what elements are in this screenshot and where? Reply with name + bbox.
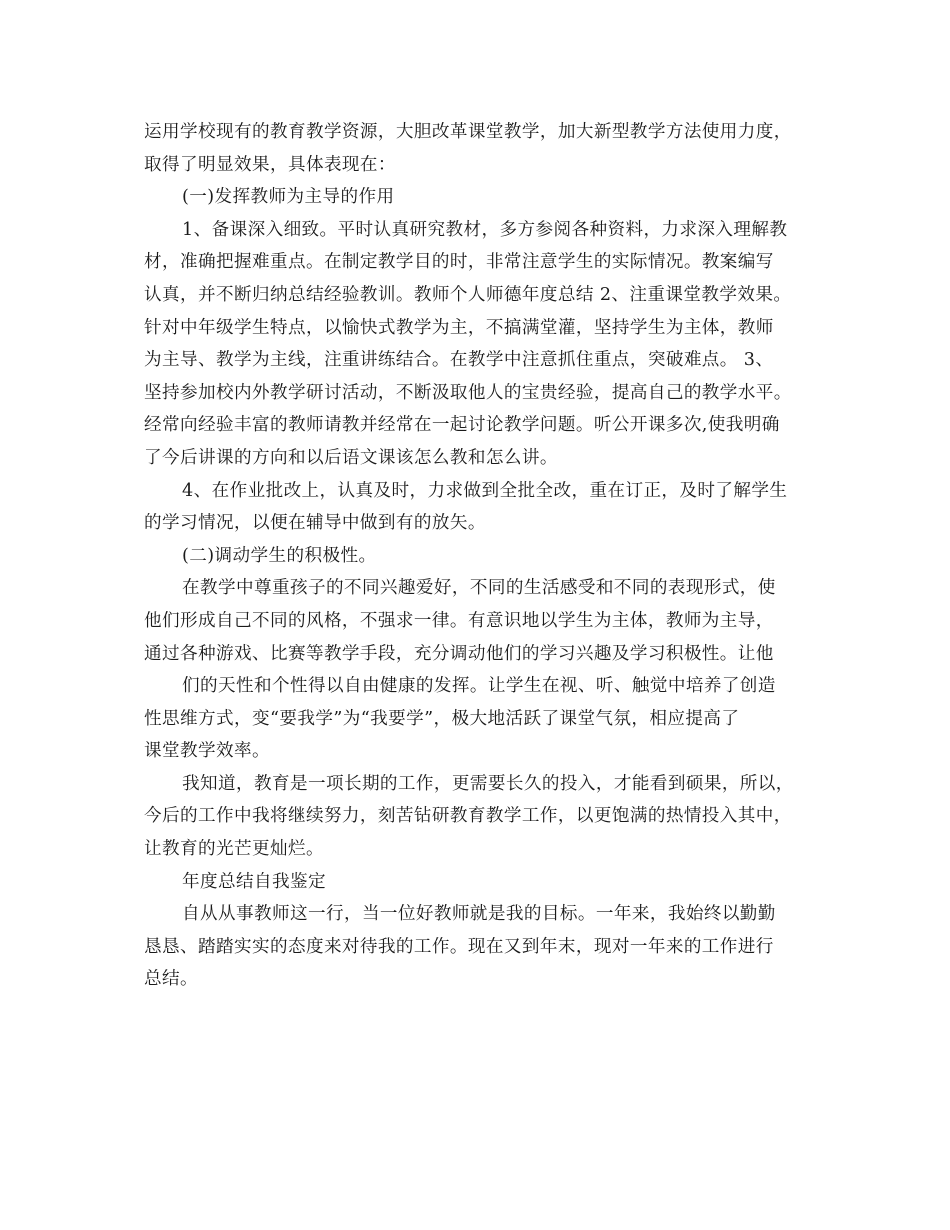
text-line: 让教育的光芒更灿烂。 [144,839,324,860]
section-heading: (二)调动学生的积极性。 [182,545,377,566]
text-line: 取得了明显效果，具体表现在： [144,154,396,175]
text-line: 通过各种游戏、比赛等教学手段，充分调动他们的学习兴趣及学习积极性。让他 [144,643,774,664]
text-line: 课堂教学效率。 [144,741,270,762]
text-line: 坚持参加校内外教学研讨活动，不断汲取他人的宝贵经验，提高自己的教学水平。 [144,382,792,403]
text-line: 了今后讲课的方向和以后语文课该怎么教和怎么讲。 [144,447,558,468]
text-line: 总结。 [144,969,198,990]
text-line: 认真，并不断归纳总结经验教训。教师个人师德年度总结 2、注重课堂教学效果。 [144,284,792,305]
document-body [144,116,808,996]
text-line: 他们形成自己不同的风格，不强求一律。有意识地以学生为主体，教师为主导， [144,610,774,631]
section-heading: 年度总结自我鉴定 [182,871,326,892]
text-line: 的学习情况，以便在辅导中做到有的放矢。 [144,513,486,534]
section-heading: (一)发挥教师为主导的作用 [182,187,395,208]
text-line: 性思维方式，变“要我学”为“我要学”，极大地活跃了课堂气氛，相应提高了 [144,708,740,729]
text-line: 材，准确把握难重点。在制定教学目的时，非常注意学生的实际情况。教案编写 [144,252,774,273]
text-line: 恳恳、踏踏实实的态度来对待我的工作。现在又到年末，现对一年来的工作进行 [144,936,774,957]
text-line: 们的天性和个性得以自由健康的发挥。让学生在视、听、触觉中培养了创造 [182,676,776,697]
text-line: 今后的工作中我将继续努力，刻苦钻研教育教学工作，以更饱满的热情投入其中， [144,806,792,827]
text-line: 我知道，教育是一项长期的工作，更需要长久的投入，才能看到硕果，所以， [182,773,794,794]
text-line: 针对中年级学生特点，以愉快式教学为主，不搞满堂灌，坚持学生为主体，教师 [144,317,774,338]
text-line: 经常向经验丰富的教师请教并经常在一起讨论教学问题。听公开课多次,使我明确 [144,415,780,436]
text-line: 1、备课深入细致。平时认真研究教材，多方参阅各种资料，力求深入理解教 [182,219,788,240]
text-line: 为主导、教学为主线，注重讲练结合。在教学中注意抓住重点，突破难点。 3、 [144,350,774,371]
text-line: 4、在作业批改上，认真及时，力求做到全批全改，重在订正，及时了解学生 [182,480,788,501]
text-line: 自从从事教师这一行，当一位好教师就是我的目标。一年来，我始终以勤勤 [182,904,776,925]
text-line: 在教学中尊重孩子的不同兴趣爱好，不同的生活感受和不同的表现形式，使 [182,578,776,599]
text-line: 运用学校现有的教育教学资源，大胆改革课堂教学，加大新型教学方法使用力度， [144,122,792,142]
